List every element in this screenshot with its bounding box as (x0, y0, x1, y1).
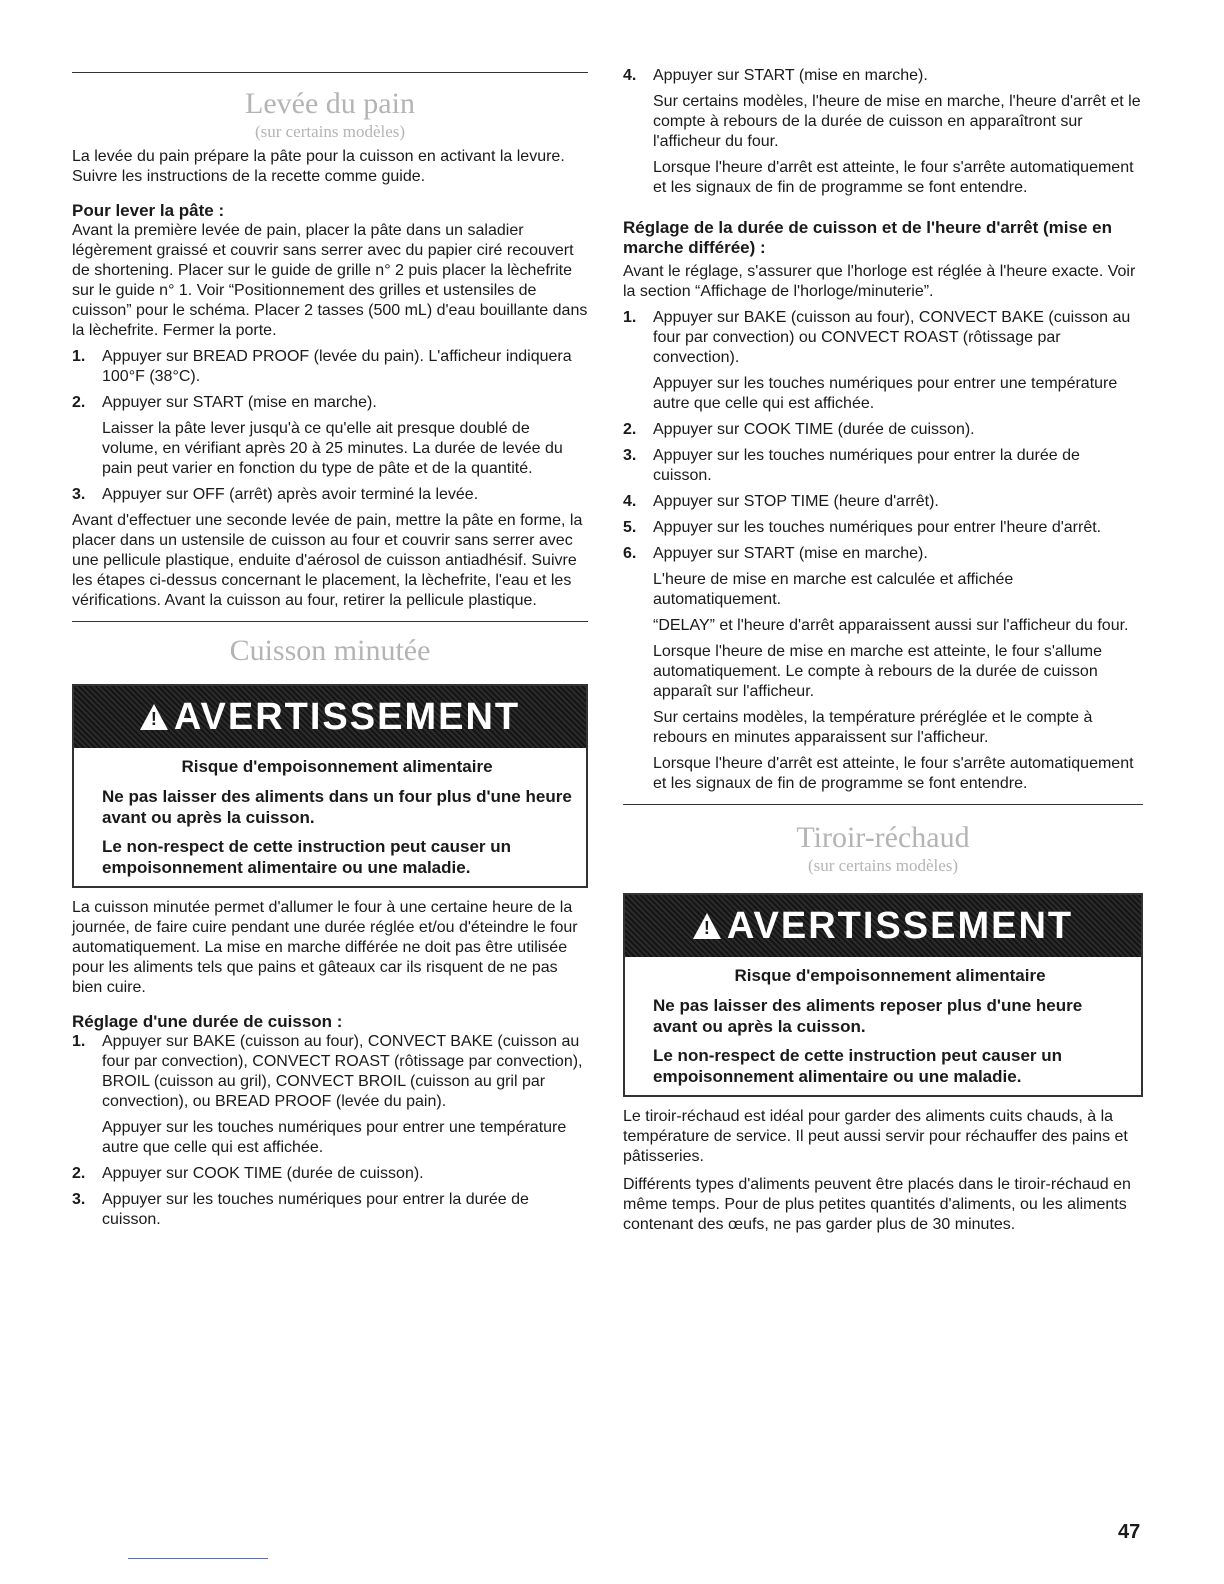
step-text: Appuyer sur STOP TIME (heure d'arrêt). (653, 493, 939, 510)
step-note: “DELAY” et l'heure d'arrêt apparaissent aussi sur l'afficheur du four. (653, 617, 1129, 634)
step-number: 1. (72, 1033, 86, 1050)
step-text: Appuyer sur OFF (arrêt) après avoir terminé la levée. (102, 486, 479, 503)
step-note: Lorsque l'heure d'arrêt est atteinte, le four s'arrête automatiquement et les signaux de fin de programme se font entendre. (653, 755, 1134, 792)
step-number: 4. (623, 67, 637, 84)
list-item (72, 347, 588, 387)
step-text: Appuyer sur START (mise en marche). (102, 394, 377, 411)
list-item (623, 66, 1143, 198)
warning-line: Ne pas laisser des aliments reposer plus d'une heure avant ou après la cuisson. (653, 996, 1083, 1036)
step-number: 4. (623, 493, 637, 510)
list-item (72, 485, 588, 505)
list-item (623, 308, 1143, 414)
section-subtitle-tiroir: (sur certains modèles) (807, 856, 959, 875)
levee-outro: Avant d'effectuer une seconde levée de pain, mettre la pâte en forme, la placer dans un ustensile de cuisson au four et couvrir sans serrer avec une pellicule plastique, enduite d'aérosol de cuisson antiadhésif. Suivre les étapes ci-dessus concernant le placement, la lèchefrite, l'eau et les vérifications. Avant la cuisson au four, retirer la pellicule plastique. (72, 512, 583, 609)
list-item (623, 492, 1143, 512)
minutee-intro: La cuisson minutée permet d'allumer le four à une certaine heure de la journée, de faire cuire pendant une durée réglée et/ou d'éteindre le four automatiquement. La mise en marche différée ne doit pas être utilisée pour les aliments tels que pains et gâteaux car ils risquent de ne pas bien cuire. (72, 899, 578, 996)
page-number: 47 (1118, 1521, 1141, 1543)
warning-label: AVERTISSEMENT (726, 904, 1074, 947)
step-number: 6. (623, 545, 637, 562)
step-number: 2. (72, 1165, 86, 1182)
step-text: Appuyer sur les touches numériques pour entrer l'heure d'arrêt. (653, 519, 1102, 536)
continued-steps (623, 66, 1143, 198)
delay-intro: Avant le réglage, s'assurer que l'horloge est réglée à l'heure exacte. Voir la section “Affichage de l'horloge/minuterie”. (623, 263, 1136, 300)
step-text: Appuyer sur BAKE (cuisson au four), CONVECT BAKE (cuisson au four par convection) ou CONVECT ROAST (rôtissage par convection). (653, 309, 1131, 366)
tiroir-paragraph: Différents types d'aliments peuvent être placés dans le tiroir-réchaud en même temps. Pour de plus petites quantités d'aliments, ou les aliments contenant des œufs, ne pas garder plus de 30 minutes. (623, 1176, 1131, 1233)
step-note: Sur certains modèles, la température préréglée et le compte à rebours en minutes apparaissent sur l'afficheur. (653, 709, 1093, 746)
warning-triangle-icon (140, 704, 168, 730)
step-text: Appuyer sur BREAD PROOF (levée du pain). L'afficheur indiquera 100°F (38°C). (102, 348, 572, 385)
list-item (72, 1032, 588, 1158)
warning-label: AVERTISSEMENT (173, 695, 521, 738)
step-number: 5. (623, 519, 637, 536)
step-note: Sur certains modèles, l'heure de mise en marche, l'heure d'arrêt et le compte à rebours de la durée de cuisson en apparaîtront sur l'afficheur du four. (653, 93, 1141, 150)
warning-title: Risque d'empoisonnement alimentaire (734, 966, 1046, 985)
list-item (72, 1190, 588, 1230)
step-note: Lorsque l'heure de mise en marche est atteinte, le four s'allume automatiquement. Le compte à rebours de la durée de cuisson apparaît sur l'afficheur. (653, 643, 1103, 700)
step-number: 1. (623, 309, 637, 326)
step-text: Appuyer sur les touches numériques pour entrer la durée de cuisson. (653, 447, 1080, 484)
warning-line: Le non-respect de cette instruction peut causer un empoisonnement alimentaire ou une maladie. (102, 837, 512, 877)
list-item (623, 518, 1143, 538)
section-subtitle-levee: (sur certains modèles) (254, 122, 406, 141)
warning-line: Ne pas laisser des aliments dans un four plus d'une heure avant ou après la cuisson. (102, 787, 572, 827)
step-number: 3. (623, 447, 637, 464)
tiroir-paragraph: Le tiroir-réchaud est idéal pour garder des aliments cuits chauds, à la température de service. Il peut aussi servir pour réchauffer des pains et pâtisseries. (623, 1108, 1128, 1165)
step-note: L'heure de mise en marche est calculée et affichée automatiquement. (653, 571, 1014, 608)
step-note: Laisser la pâte lever jusqu'à ce qu'elle ait presque doublé de volume, en vérifiant après 20 à 25 minutes. La durée de levée du pain peut varier en fonction du type de pâte et de la quantité. (102, 420, 563, 477)
right-column (623, 0, 1143, 1235)
delay-heading: Réglage de la durée de cuisson et de l'heure d'arrêt (mise en marche différée) : (623, 218, 1112, 257)
warning-box (72, 684, 588, 888)
minutee-steps (72, 1032, 588, 1230)
step-text: Appuyer sur BAKE (cuisson au four), CONVECT BAKE (cuisson au four par convection), CONVECT ROAST (rôtissage par convection), BROIL (cuisson au gril), CONVECT BROIL (cuisson au gril par convection), ou BREAD PROOF (levée du pain). (102, 1033, 583, 1110)
step-text: Appuyer sur COOK TIME (durée de cuisson). (102, 1165, 424, 1182)
warning-line: Le non-respect de cette instruction peut causer un empoisonnement alimentaire ou une maladie. (653, 1046, 1063, 1086)
step-text: Appuyer sur COOK TIME (durée de cuisson). (653, 421, 975, 438)
step-text: Appuyer sur START (mise en marche). (653, 545, 928, 562)
step-number: 3. (72, 1191, 86, 1208)
minutee-heading: Réglage d'une durée de cuisson : (72, 1012, 343, 1031)
step-text: Appuyer sur START (mise en marche). (653, 67, 928, 84)
levee-steps (72, 347, 588, 505)
warning-banner (625, 895, 1141, 957)
levee-intro: La levée du pain prépare la pâte pour la cuisson en activant la levure. Suivre les instructions de la recette comme guide. (72, 148, 565, 185)
list-item (623, 544, 1143, 794)
list-item (623, 446, 1143, 486)
levee-paragraph: Avant la première levée de pain, placer la pâte dans un saladier légèrement graissé et couvrir sans serrer avec du papier ciré recouvert de shortening. Placer sur le guide de grille n° 2 puis placer la lèchefrite sur le guide n° 1. Voir “Positionnement des grilles et ustensiles de cuisson” pour le schéma. Placer 2 tasses (500 mL) d'eau bouillante dans la lèchefrite. Fermer la porte. (72, 222, 588, 339)
section-title-tiroir: Tiroir-réchaud (796, 821, 970, 854)
warning-title: Risque d'empoisonnement alimentaire (181, 757, 493, 776)
delay-steps (623, 308, 1143, 794)
step-number: 2. (623, 421, 637, 438)
step-note: Appuyer sur les touches numériques pour entrer une température autre que celle qui est affichée. (102, 1119, 567, 1156)
section-title-minutee: Cuisson minutée (229, 634, 431, 667)
warning-box (623, 893, 1143, 1097)
left-column (72, 0, 588, 1230)
step-text: Appuyer sur les touches numériques pour entrer la durée de cuisson. (102, 1191, 529, 1228)
warning-triangle-icon (693, 913, 721, 939)
step-note: Appuyer sur les touches numériques pour entrer une température autre que celle qui est affichée. (653, 375, 1118, 412)
levee-heading: Pour lever la pâte : (72, 201, 225, 220)
list-item (623, 420, 1143, 440)
step-number: 3. (72, 486, 86, 503)
list-item (72, 393, 588, 479)
section-title-levee: Levée du pain (245, 87, 415, 120)
warning-banner (74, 686, 586, 748)
step-number: 2. (72, 394, 86, 411)
step-number: 1. (72, 348, 86, 365)
step-note: Lorsque l'heure d'arrêt est atteinte, le four s'arrête automatiquement et les signaux de fin de programme se font entendre. (653, 159, 1134, 196)
footer-line (128, 1558, 268, 1559)
list-item (72, 1164, 588, 1184)
